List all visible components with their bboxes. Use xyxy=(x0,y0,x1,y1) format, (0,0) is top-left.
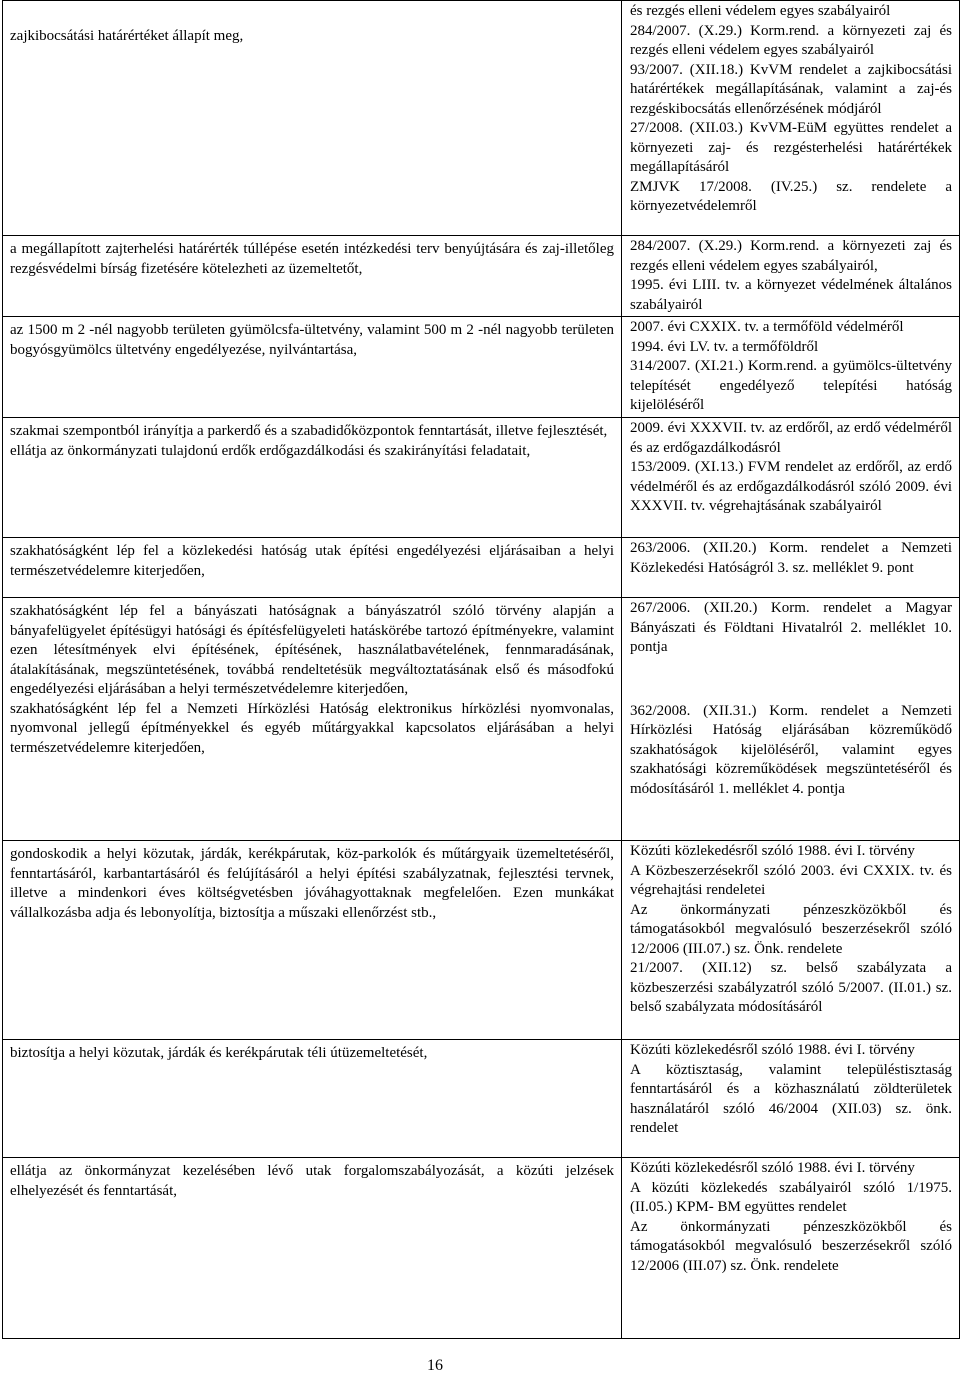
task-text: a megállapított zajterhelési határérték túllépése esetén intézkedési terv benyújtására és zaj-illetőleg rezgésvédelmi bírság fizetésére kötelezheti az üzemeltetőt, xyxy=(10,241,614,277)
legal-reference: Az önkormányzati pénzeszközökből és támogatásokból megvalósuló beszerzésekről szóló 12/2006 (III.07) sz. Önk. rendelete xyxy=(630,1218,952,1274)
legal-reference: 2009. évi XXXVII. tv. az erdőről, az erdő védelméről és az erdőgazdálkodásról xyxy=(630,420,952,456)
legal-basis-cell xyxy=(622,236,960,317)
legal-reference: 362/2008. (XII.31.) Korm. rendelet a Nemzeti Hírközlési Hatóság eljárásában közreműködő szakhatóságok kijelöléséről, valamint egyes szakhatósági közreműködések megszüntetéséről és módosításáról 1. melléklet 4. pontja xyxy=(630,702,952,797)
task-cell xyxy=(3,1,622,236)
legal-reference: 267/2006. (XII.20.) Korm. rendelet a Magyar Bányászati és Földtani Hivatalról 2. melléklet 10. pontja xyxy=(630,600,952,655)
legal-reference: 263/2006. (XII.20.) Korm. rendelet a Nemzeti Közlekedési Hatóságról 3. sz. melléklet 9. pont xyxy=(630,540,952,576)
task-text: szakhatóságként lép fel a bányászati hatóságnak a bányászatról szóló törvény alapján a bányafelügyelet építésügyi hatósági és építésfelügyeleti hatáskörébe tartozó építményekre, valamint ezen létesítmények elvi építésének, építésének, használatbavételének, fennmaradásának, átalakításának, megszüntetésének, továbbá rendeltetésük megváltoztatásának első és másodfokú engedélyezési eljárásában a helyi természetvédelemre kiterjedően, xyxy=(10,603,614,697)
legal-reference: 1994. évi LV. tv. a termőföldről xyxy=(630,338,819,355)
legal-basis-cell xyxy=(622,598,960,841)
legal-reference: 153/2009. (XI.13.) FVM rendelet az erdőről, az erdő védelméről és az erdőgazdálkodásról szóló 2009. évi XXXVII. tv. végrehajtásának szabályairól xyxy=(630,459,952,514)
table-row xyxy=(3,236,960,317)
task-cell xyxy=(3,317,622,418)
task-text: gondoskodik a helyi közutak, járdák, kerékpárutak, köz-parkolók és műtárgyaik üzemeltetéséről, fenntartásáról, karbantartásáról és felújításáról a helyi építési szabályzatnak, fejlesztési tervnek, illetve a mindenkori éves költségvetésben jóváhagyottaknak megfelelően. Ezen munkákat vállalkozásba adja és lebonyolítja, biztosítja a műszaki ellenőrzést stb., xyxy=(10,846,614,921)
legal-basis-cell xyxy=(622,418,960,538)
legal-basis-cell xyxy=(622,1,960,236)
legal-reference: 21/2007. (XII.12) sz. belső szabályzata a közbeszerzési szabályzatról szóló 5/2007. (II.01.) sz. belső szabályzata módosításáról xyxy=(630,960,952,1015)
legal-reference: A Közbeszerzésekről szóló 2003. évi CXXIX. tv. és végrehajtási rendeletei xyxy=(630,862,952,898)
legal-basis-cell xyxy=(622,317,960,418)
table-row xyxy=(3,1040,960,1158)
legal-reference: 284/2007. (X.29.) Korm.rend. a környezeti zaj és rezgés elleni védelem egyes szabályairól xyxy=(630,22,952,58)
page-number: 16 xyxy=(427,1357,443,1374)
table-row xyxy=(3,841,960,1040)
task-text: ellátja az önkormányzat kezelésében lévő utak forgalomszabályozását, a közúti jelzések elhelyezését és fenntartását, xyxy=(10,1163,614,1199)
legal-reference: 314/2007. (XI.21.) Korm.rend. a gyümölcs-ültetvény telepítését engedélyező telepítési hatóság kijelöléséről xyxy=(630,358,952,413)
task-text: zajkibocsátási határértéket állapít meg, xyxy=(10,28,244,44)
table-row xyxy=(3,1158,960,1339)
table-row xyxy=(3,317,960,418)
legal-reference: 93/2007. (XII.18.) KvVM rendelet a zajkibocsátási határértékek megállapításának, valamint a zaj-és rezgéskibocsátás ellenőrzésének módjáról xyxy=(630,61,952,117)
legal-reference: Az önkormányzati pénzeszközökből és támogatásokból megvalósuló beszerzésekről szóló 12/2006 (III.07.) sz. Önk. rendelete xyxy=(630,901,952,957)
task-text: ellátja az önkormányzati tulajdonú erdők erdőgazdálkodási és szakirányítási feladatait, xyxy=(10,442,531,459)
table-row xyxy=(3,1,960,236)
legal-reference: 27/2008. (XII.03.) KvVM-EüM együttes rendelet a környezeti zaj- és rezgésterhelési határértékek megállapításáról xyxy=(630,120,952,175)
task-text: szakmai szempontból irányítja a parkerdő és a szabadidőközpontok fenntartását, illetve fejlesztését, xyxy=(10,423,608,439)
task-cell xyxy=(3,598,622,841)
legal-basis-cell xyxy=(622,538,960,598)
task-cell xyxy=(3,841,622,1040)
legal-reference: és rezgés elleni védelem egyes szabályairól xyxy=(630,3,891,19)
table-row xyxy=(3,538,960,598)
legal-reference: Közúti közlekedésről szóló 1988. évi I. törvény xyxy=(630,843,915,859)
task-cell xyxy=(3,538,622,598)
regulation-table xyxy=(2,0,960,1339)
legal-reference: 1995. évi LIII. tv. a környezet védelmének általános szabályairól xyxy=(630,277,952,313)
task-text: az 1500 m 2 -nél nagyobb területen gyümölcsfa-ültetvény, valamint 500 m 2 -nél nagyobb területen bogyósgyümölcs ültetvény engedélyezése, nyilvántartása, xyxy=(10,322,614,358)
legal-basis-cell xyxy=(622,841,960,1040)
legal-reference: A köztisztaság, valamint településtisztaság fenntartásáról és a közhasználatú zöldterületek használatáról szóló 46/2004 (XII.03) sz. önk. rendelet xyxy=(630,1061,952,1136)
table-row xyxy=(3,418,960,538)
legal-reference: ZMJVK 17/2008. (IV.25.) sz. rendelete a környezetvédelemről xyxy=(630,178,952,214)
task-text: szakhatóságként lép fel a közlekedési hatóság utak építési engedélyezési eljárásaiban a helyi természetvédelemre kiterjedően, xyxy=(10,543,614,579)
legal-basis-cell xyxy=(622,1158,960,1339)
task-cell xyxy=(3,236,622,317)
legal-basis-cell xyxy=(622,1040,960,1158)
task-cell xyxy=(3,1040,622,1158)
legal-reference: Közúti közlekedésről szóló 1988. évi I. törvény xyxy=(630,1042,915,1058)
table-row xyxy=(3,598,960,841)
legal-reference: Közúti közlekedésről szóló 1988. évi I. törvény xyxy=(630,1160,915,1176)
task-cell xyxy=(3,1158,622,1339)
task-text: biztosítja a helyi közutak, járdák és kerékpárutak téli útüzemeltetését, xyxy=(10,1045,428,1061)
task-cell xyxy=(3,418,622,538)
legal-reference: 284/2007. (X.29.) Korm.rend. a környezeti zaj és rezgés elleni védelem egyes szabályairól, xyxy=(630,238,952,274)
legal-reference: A közúti közlekedés szabályairól szóló 1/1975. (II.05.) KPM- BM együttes rendelet xyxy=(630,1179,952,1215)
legal-reference: 2007. évi CXXIX. tv. a termőföld védelméről xyxy=(630,319,904,335)
task-text: szakhatóságként lép fel a Nemzeti Hírközlési Hatóság elektronikus hírközlési nyomvonalas, nyomvonal jellegű építményekkel és egyéb műtárgyakkal kapcsolatos eljárásában a helyi természetvédelemre kiterjedően, xyxy=(10,700,614,756)
